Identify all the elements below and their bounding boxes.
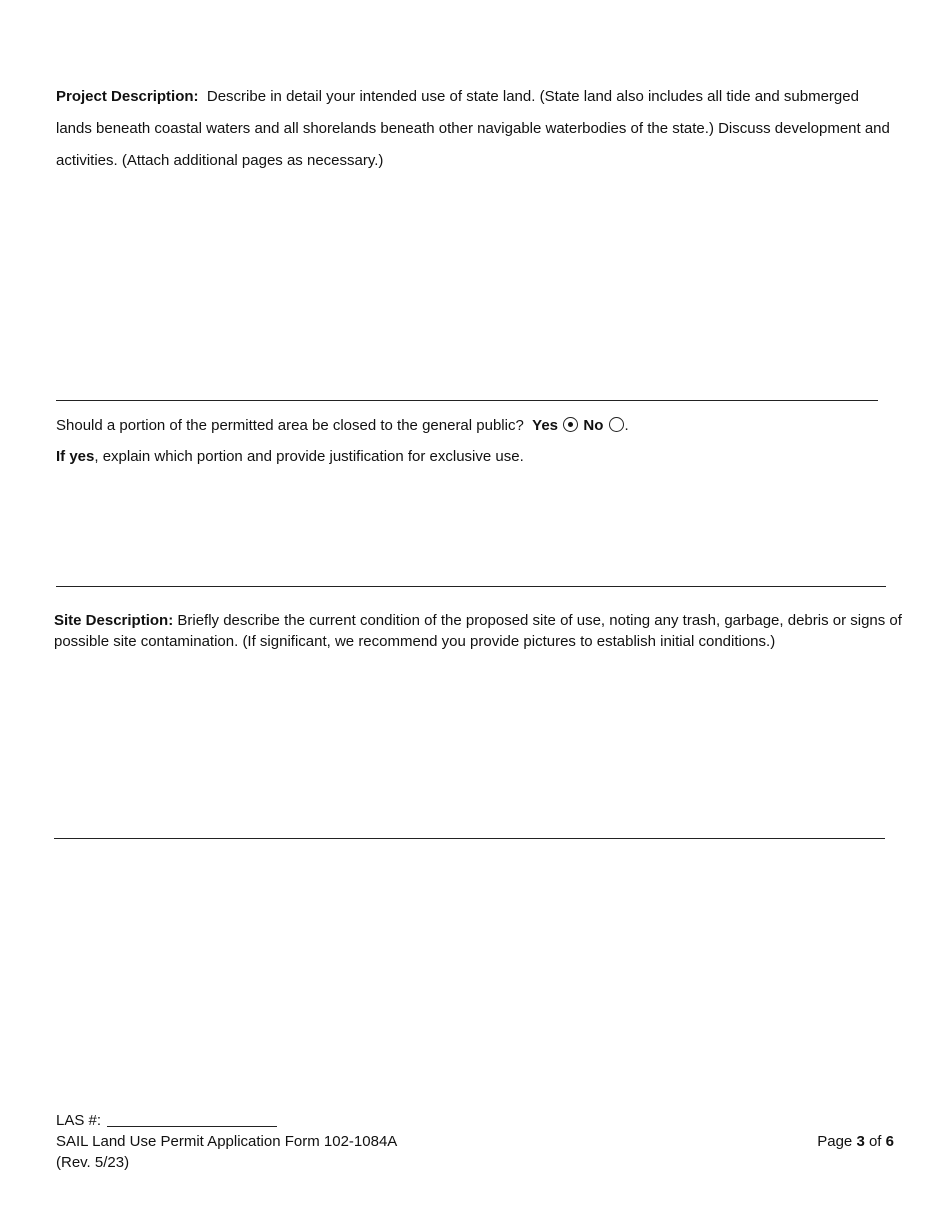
yes-label: Yes <box>532 417 559 434</box>
project-description <box>56 81 896 177</box>
project-description-text: Describe in detail your intended use of state land. (State land also includes all tide and submerged lands beneath coastal waters and all shorelands beneath other navigable waterbodies of the state.) Discuss development and activities. (Attach additional pages as necessary.) <box>56 88 890 169</box>
footer-left <box>56 1110 397 1173</box>
form-revision: (Rev. 5/23) <box>56 1154 130 1171</box>
site-description-answer-line <box>54 838 885 839</box>
project-description-label: Project Description: <box>56 88 199 105</box>
closure-question-row: Should a portion of the permitted area be closed to the general public? Yes No . <box>56 417 629 434</box>
las-label: LAS #: <box>56 1112 102 1129</box>
page-number <box>817 1131 894 1152</box>
if-yes-instruction <box>56 446 524 467</box>
page-total: 6 <box>885 1133 894 1150</box>
no-radio[interactable] <box>609 417 624 432</box>
exclusive-use-answer-line <box>56 586 886 587</box>
site-description-label: Site Description: <box>54 612 174 629</box>
page-word: Page <box>817 1133 853 1150</box>
exclusive-use-answer-area[interactable] <box>56 470 886 580</box>
form-name: SAIL Land Use Permit Application Form 102-1084A <box>56 1133 398 1150</box>
las-number-field[interactable] <box>107 1111 277 1127</box>
las-row <box>56 1110 397 1131</box>
closure-question: Should a portion of the permitted area be closed to the general public? <box>56 417 524 434</box>
site-description <box>54 610 904 652</box>
no-label: No <box>583 417 604 434</box>
site-description-text: Briefly describe the current condition of the proposed site of use, noting any trash, garbage, debris or signs of possible site contamination. (If significant, we recommend you provide pictures to establish initial conditions.) <box>54 612 902 650</box>
page-current: 3 <box>856 1133 865 1150</box>
of-word: of <box>868 1133 882 1150</box>
project-description-answer-line <box>56 400 878 401</box>
if-yes-text: , explain which portion and provide justification for exclusive use. <box>94 448 524 465</box>
project-description-answer-area[interactable] <box>56 177 878 397</box>
site-description-answer-area[interactable] <box>54 660 885 832</box>
yes-radio[interactable] <box>563 417 578 432</box>
if-yes-label: If yes <box>56 448 95 465</box>
